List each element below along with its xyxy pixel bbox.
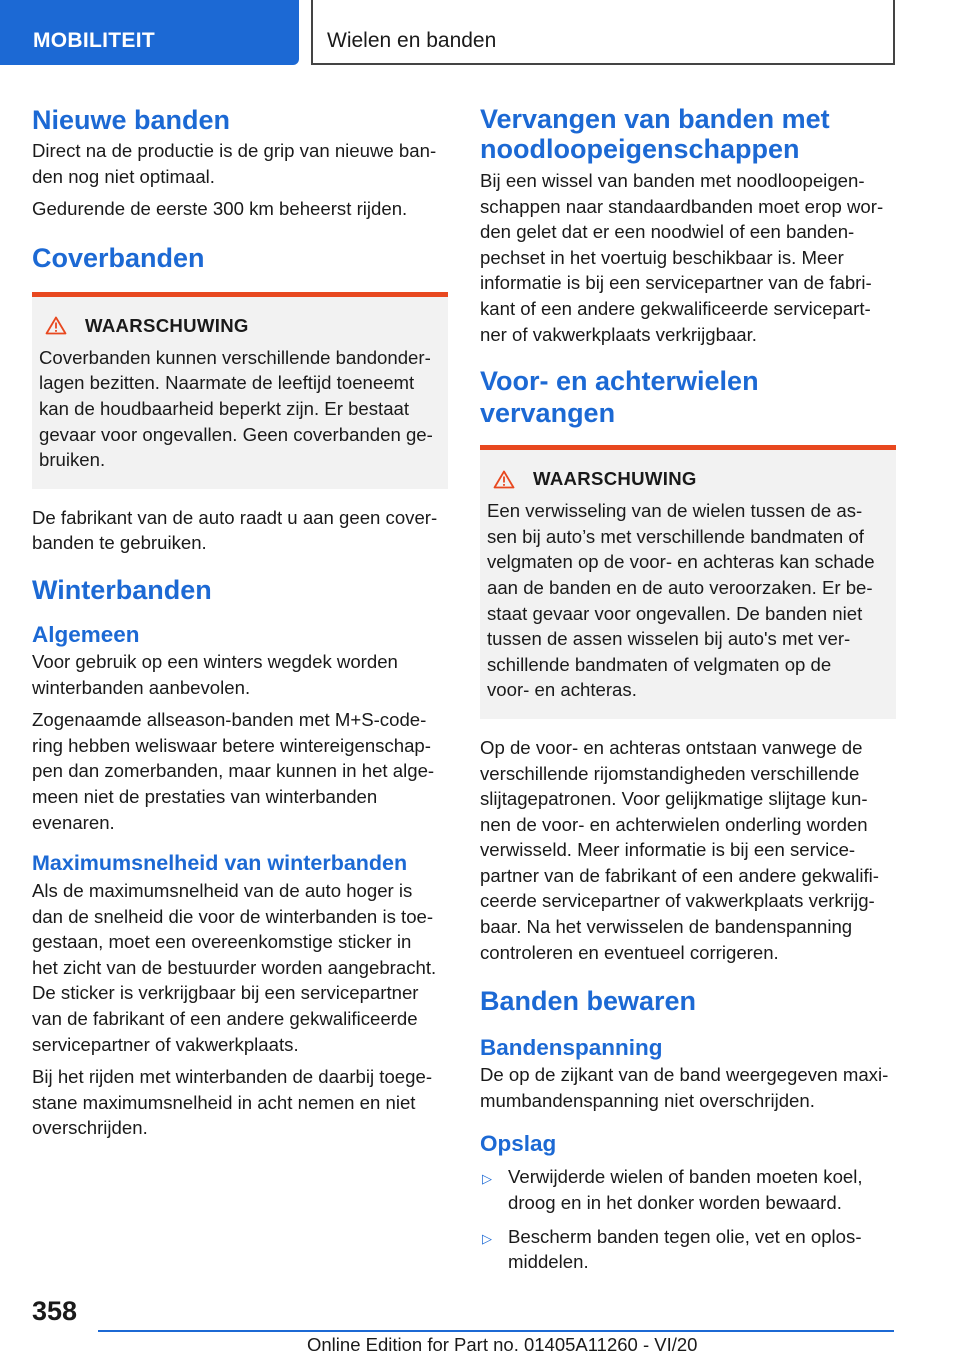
triangle-bullet-icon: ▷ xyxy=(482,1171,492,1187)
warning-label: WAARSCHUWING xyxy=(85,314,249,336)
heading-noodloop: Vervangen van banden met noodloopeigenschappen xyxy=(480,104,830,164)
subheading-algemeen: Algemeen xyxy=(32,621,140,647)
heading-winterbanden: Winterbanden xyxy=(32,574,212,605)
warning-box-wielen xyxy=(480,445,896,719)
warning-label: WAARSCHUWING xyxy=(533,468,697,490)
page-header xyxy=(0,0,960,66)
paragraph-nieuwe-1: Direct na de productie is de grip van nieuwe ban‐ den nog niet optimaal. xyxy=(32,140,437,187)
heading-nieuwe-banden: Nieuwe banden xyxy=(32,105,231,135)
paragraph-noodloop: Bij een wissel van banden met noodloopeigen‐ schappen naar standaardbanden moet erop wor‐ den gelet dat er een noodwiel of een banden‐ pechset in het voertuig beschikbaar is. Meer informatie is bij een servicepartner van de fabri‐ kant of een andere gekwalificeerde servicepart‐ ner of vakwerkplaats verkrijgbaar. xyxy=(480,170,884,345)
footer-divider xyxy=(98,1330,894,1332)
warning-triangle-icon xyxy=(45,316,67,335)
triangle-bullet-icon: ▷ xyxy=(482,1230,492,1246)
paragraph-bandenspanning: De op de zijkant van de band weergegeven maxi‐ mumbandenspanning niet overschrijden. xyxy=(480,1064,889,1111)
right-column xyxy=(480,100,896,1283)
paragraph-nieuwe-2: Gedurende de eerste 300 km beheerst rijden. xyxy=(32,198,408,220)
section-label: MOBILITEIT xyxy=(33,29,155,52)
chapter-title: Wielen en banden xyxy=(327,29,497,52)
subheading-maximumsnelheid: Maximumsnelheid van winterbanden xyxy=(32,851,408,876)
subheading-opslag: Opslag xyxy=(480,1131,557,1157)
warning-triangle-icon xyxy=(493,470,515,489)
warning-text: Een verwisseling van de wielen tussen de as‐ sen bij auto’s met verschillende bandmaten of velgmaten op de voor- en achteras kan schade aan de banden en de auto veroorzaken. Er be‐ staat gevaar voor ongevallen. De banden niet tussen de assen wisselen bij auto's met ver‐ schillende bandmaten of velgmaten op de voor- en achteras. xyxy=(487,500,875,701)
paragraph-cover: De fabrikant van de auto raadt u aan geen cover‐ banden te gebruiken. xyxy=(32,506,438,554)
heading-voor-achterwielen: Voor- en achterwielen vervangen xyxy=(480,366,759,429)
subheading-bandenspanning: Bandenspanning xyxy=(480,1035,663,1061)
section-tab xyxy=(0,0,299,65)
paragraph-winter-3: Als de maximumsnelheid van de auto hoger is dan de snelheid die voor de winterbanden is toe‐ gestaan, moet een overeenkomstige sticker in het zicht van de bestuurder worden aangebracht. De sticker is verkrijgbaar bij een servicepartner van de fabrikant of een andere gekwalificeerde servicepartner of vakwerkplaats. xyxy=(32,880,437,1055)
paragraph-wielen: Op de voor- en achteras ontstaan vanwege de verschillende rijomstandigheden verschillende slijtagepatronen. Voor gelijkmatige slijtage kun‐ nen de voor- en achterwielen onderling worden verwisseld. Meer informatie is bij een service‐ partner van de fabrikant of een andere gekwalifi‐ ceerde servicepartner of vakwerkplaats verkrijg‐ baar. Na het verwisselen de bandenspanning controleren en eventueel corrigeren. xyxy=(480,736,879,963)
heading-banden-bewaren: Banden bewaren xyxy=(480,986,697,1017)
list-item: ▷ Verwijderde wielen of banden moeten koel, droog en in het donker worden bewaard. xyxy=(480,1164,896,1215)
paragraph-winter-1: Voor gebruik op een winters wegdek worden winterbanden aanbevolen. xyxy=(32,650,398,698)
warning-header xyxy=(39,315,448,337)
footer-edition: Online Edition for Part no. 01405A11260 - VI/20 xyxy=(307,1334,698,1355)
left-column xyxy=(32,100,448,1148)
warning-header xyxy=(487,468,896,490)
chapter-title-box xyxy=(311,0,895,65)
page-number: 358 xyxy=(32,1296,78,1326)
list-item: ▷ Bescherm banden tegen olie, vet en oplos‐ middelen. xyxy=(480,1224,896,1275)
paragraph-winter-2: Zogenaamde allseason-banden met M+S-code‐ ring hebben weliswaar betere wintereigenschap‐ pen dan zomerbanden, maar kunnen in het alge‐ meen niet de prestaties van winterbanden evenaren. xyxy=(32,709,435,833)
paragraph-winter-4: Bij het rijden met winterbanden de daarbij toege‐ stane maximumsnelheid in acht nemen en niet overschrijden. xyxy=(32,1066,433,1139)
warning-box-coverbanden xyxy=(32,292,448,489)
warning-text: Coverbanden kunnen verschillende bandonder‐ lagen bezitten. Naarmate de leeftijd toeneemt kan de houdbaarheid beperkt zijn. Er bestaat gevaar voor ongevallen. Geen coverbanden ge‐ bruiken. xyxy=(39,346,433,471)
heading-coverbanden: Coverbanden xyxy=(32,242,205,273)
